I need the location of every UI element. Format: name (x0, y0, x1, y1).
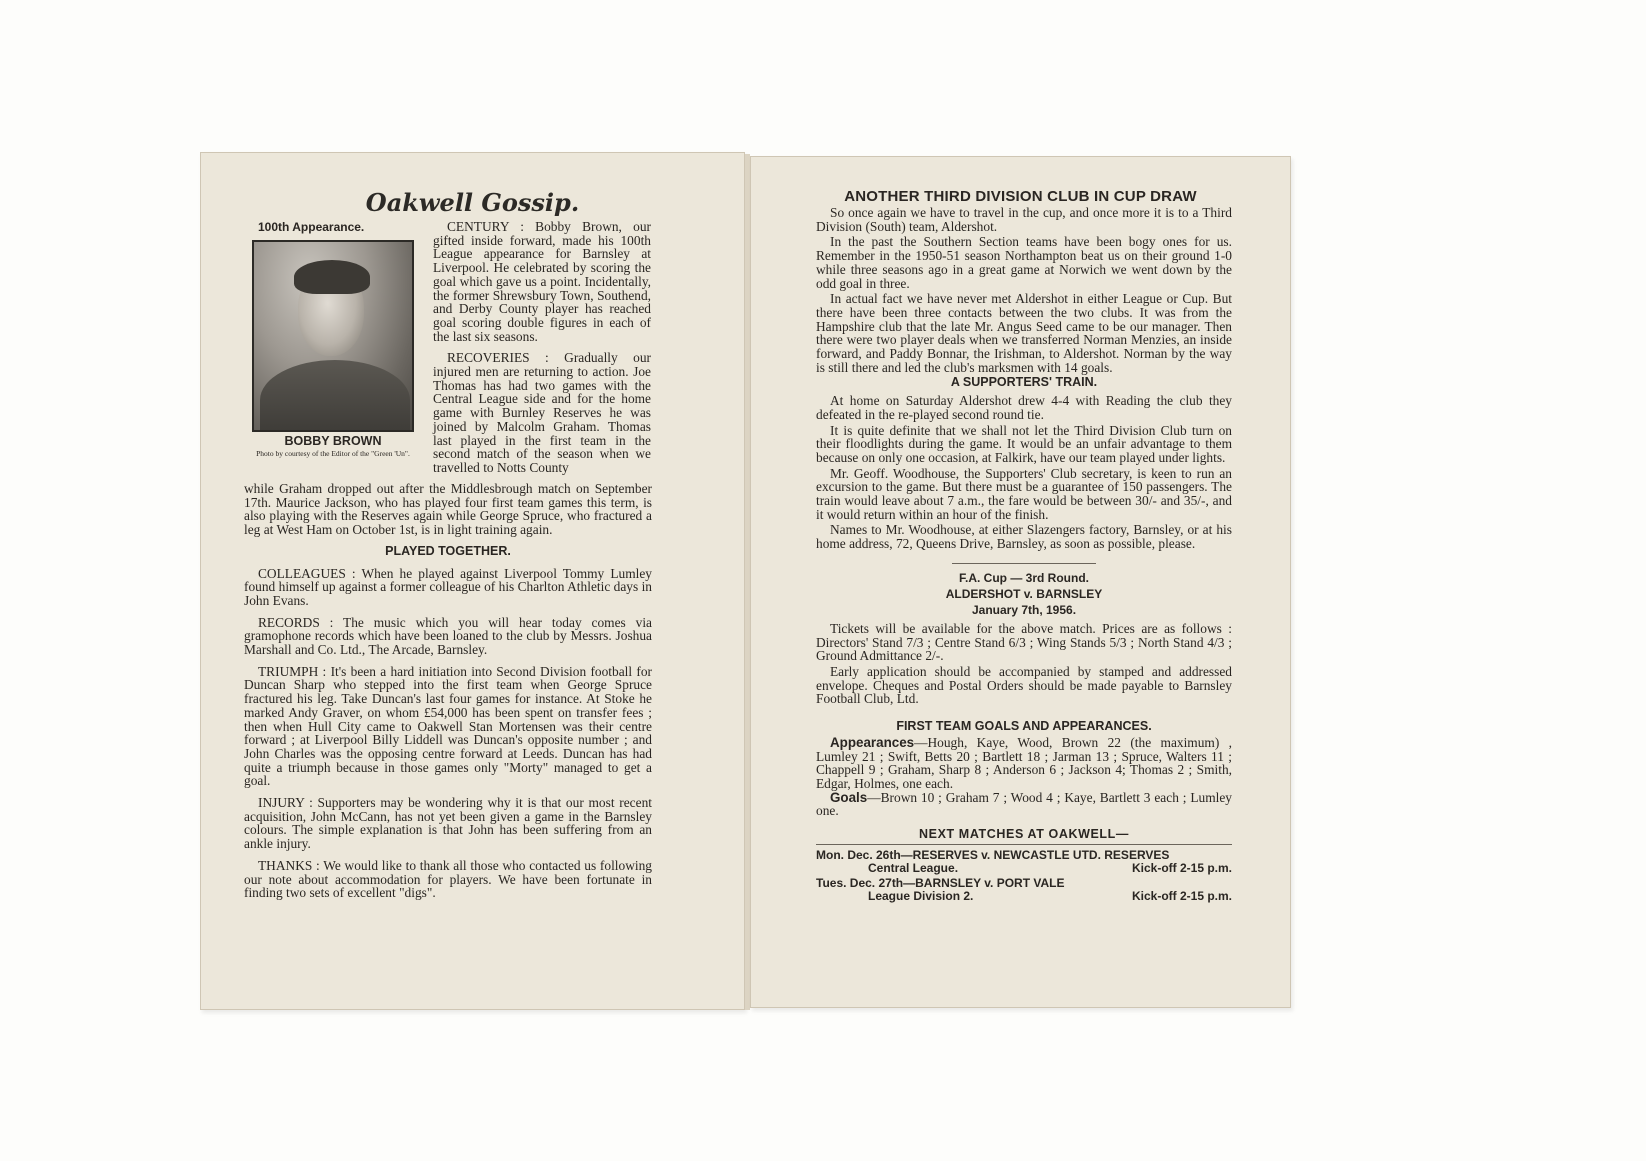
photo-caption-name: BOBBY BROWN (284, 434, 382, 448)
train-paragraph-1: At home on Saturday Aldershot drew 4-4 with Reading the club they defeated in the re-played second round tie. (816, 393, 1232, 422)
triumph-paragraph: TRIUMPH : It's been a hard initiation into Second Division football for Duncan Sharp who stepped into the first team when George Spruce fractured his leg. Take Duncan's last four games for instance. At Stoke he marked Andy Graver, on whom £54,000 has been spent on transfer fees ; then when Hull City came to Oakwell Stan Mortensen was their centre forward ; at Liverpool Billy Liddell was Duncan's opposite number ; and John Charles was the opposing centre forward at Leeds. Duncan has had quite a triumph because in those games only "Morty" managed to get a goal. (244, 663, 652, 789)
appearances-line (816, 736, 1232, 791)
match-1-details (816, 862, 1232, 875)
right-page (750, 156, 1291, 1008)
match-2-kickoff: Kick-off 2-15 p.m. (1131, 888, 1232, 903)
fixture-date: January 7th, 1956. (971, 602, 1077, 617)
goals-text: —Brown 10 ; Graham 7 ; Wood 4 ; Kaye, Bartlett 3 each ; Lumley one. (816, 789, 1232, 819)
photo-caption-credit: Photo by courtesy of the Editor of the "Green 'Un". (256, 449, 410, 458)
train-paragraph-3: Mr. Geoff. Woodhouse, the Supporters' Club secretary, is keen to run an excursion to the game. But there must be a guarantee of 150 passengers. The train would leave about 7 a.m., the fare would be between 30/- and 35/-, and it would return within an hour of the finish. (816, 465, 1232, 522)
match-2-details (816, 890, 1232, 903)
match-1-kickoff: Kick-off 2-15 p.m. (1131, 860, 1232, 875)
masthead: Oakwell Gossip. (365, 188, 580, 217)
left-full-width-text (244, 482, 652, 908)
appearances-label: Appearances (830, 734, 915, 750)
right-text-column (816, 206, 1232, 903)
played-together-heading: PLAYED TOGETHER. (385, 543, 511, 558)
fixture-round: F.A. Cup — 3rd Round. (959, 570, 1089, 585)
recoveries-paragraph: RECOVERIES : Gradually our injured men are returning to action. Joe Thomas has had two games with the Central League side and for the home game with Burnley Reserves he was joined by Malcolm Graham. Thomas last played in the first team in the second match of the season when we travelled to Notts County (433, 350, 651, 475)
left-page (200, 152, 745, 1010)
next-matches-heading: NEXT MATCHES AT OAKWELL— (919, 827, 1129, 842)
century-paragraph: CENTURY : Bobby Brown, our gifted inside forward, made his 100th League appearance for Barnsley at Liverpool. He celebrated by scoring the goal which gave us a point. Incidentally, the former Shrewsbury Town, Southend, and Derby County player has reached goal scoring double figures in each of the last six seasons. (433, 219, 651, 344)
right-column (433, 220, 651, 475)
match-1-competition: Central League. (868, 860, 959, 875)
thanks-paragraph: THANKS : We would like to thank all those who contacted us following our note about accommodation for players. We have been fortunate in finding two sets of excellent "digs". (244, 857, 652, 901)
match-1-line (816, 849, 1232, 862)
recoveries-continued: while Graham dropped out after the Middlesbrough match on September 17th. Maurice Jackson, who has played four first team games this term, is also playing with the Reserves again while George Spruce, who fractured a leg at West Ham on October 1st, is in light training again. (244, 481, 652, 538)
appearances-text: —Hough, Kaye, Wood, Brown 22 (the maximum) , Lumley 21 ; Swift, Betts 20 ; Bartlett 18 ; Jarman 13 ; Spruce, Walters 11 ; Chappell 9 ; Graham, Sharp 8 ; Anderson 6 ; Jackson 4; Thomas 2 ; Smith, Edgar, Holmes, one each. (816, 734, 1232, 791)
records-paragraph: RECORDS : The music which you will hear today comes via gramophone records which have been loaned to the club by Messrs. Joshua Marshall and Co. Ltd., The Arcade, Barnsley. (244, 614, 652, 658)
train-heading: A SUPPORTERS' TRAIN. (950, 375, 1098, 390)
appearance-label: 100th Appearance. (258, 220, 365, 234)
match-2-fixture: Tues. Dec. 27th—BARNSLEY v. PORT VALE (816, 875, 1065, 890)
cup-paragraph-3: In actual fact we have never met Aldershot in either League or Cup. But there have been three contacts between the two clubs. It was from the Hampshire club that the late Mr. Angus Seed came to be our manager. Then there were two player deals when we transferred Norman Menzies, an inside forward, and Paddy Bonnar, the Irishman, to Aldershot. Norman by the way is still there and led the club's marksmen with 14 goals. (816, 291, 1232, 375)
tickets-paragraph: Tickets will be available for the above match. Prices are as follows : Directors' Stand 7/3 ; Centre Stand 6/3 ; Wing Stands 5/3 ; North Stand 4/3 ; Ground Admittance 2/-. (816, 620, 1232, 664)
divider-rule (952, 563, 1096, 564)
application-paragraph: Early application should be accompanied by stamped and addressed envelope. Cheques and Postal Orders should be made payable to Barnsley Football Club, Ltd. (816, 663, 1232, 707)
goals-line (816, 791, 1232, 818)
injury-paragraph: INJURY : Supporters may be wondering why it is that our most recent acquisition, John McCann, has not yet been given a game in the Barnsley colours. The simple explanation is that John has been suffering from an ankle injury. (244, 795, 652, 852)
fixture-teams: ALDERSHOT v. BARNSLEY (945, 586, 1103, 601)
match-2-competition: League Division 2. (868, 888, 974, 903)
train-paragraph-2: It is quite definite that we shall not let the Third Division Club turn on their floodlights during the game. It would be an unfair advantage to them because on only one occasion, at Falkirk, have our team played under lights. (816, 422, 1232, 465)
match-2-line (816, 877, 1232, 890)
stats-heading: FIRST TEAM GOALS AND APPEARANCES. (896, 719, 1152, 734)
match-1-fixture: Mon. Dec. 26th—RESERVES v. NEWCASTLE UTD. RESERVES (816, 847, 1170, 862)
train-paragraph-4: Names to Mr. Woodhouse, at either Slazengers factory, Barnsley, or at his home address, 72, Queens Drive, Barnsley, as soon as possible, please. (816, 522, 1232, 552)
programme-spread (200, 148, 1290, 1008)
goals-label: Goals (830, 789, 868, 805)
cup-paragraph-1: So once again we have to travel in the cup, and once more it is to a Third Division (South) team, Aldershot. (816, 205, 1232, 234)
player-photo (252, 240, 414, 432)
next-matches-list (816, 844, 1232, 903)
stats-block (816, 736, 1232, 818)
cup-paragraph-2: In the past the Southern Section teams have been bogy ones for us. Remember in the 1950-51 season Northampton beat us on their ground 1-0 while three seasons ago in a great game at Norwich we went down by the odd goal in three. (816, 234, 1232, 291)
colleagues-paragraph: COLLEAGUES : When he played against Liverpool Tommy Lumley found himself up against a former colleague of his Charlton Athletic days in John Evans. (244, 565, 652, 608)
cup-draw-heading: ANOTHER THIRD DIVISION CLUB IN CUP DRAW (844, 188, 1197, 205)
